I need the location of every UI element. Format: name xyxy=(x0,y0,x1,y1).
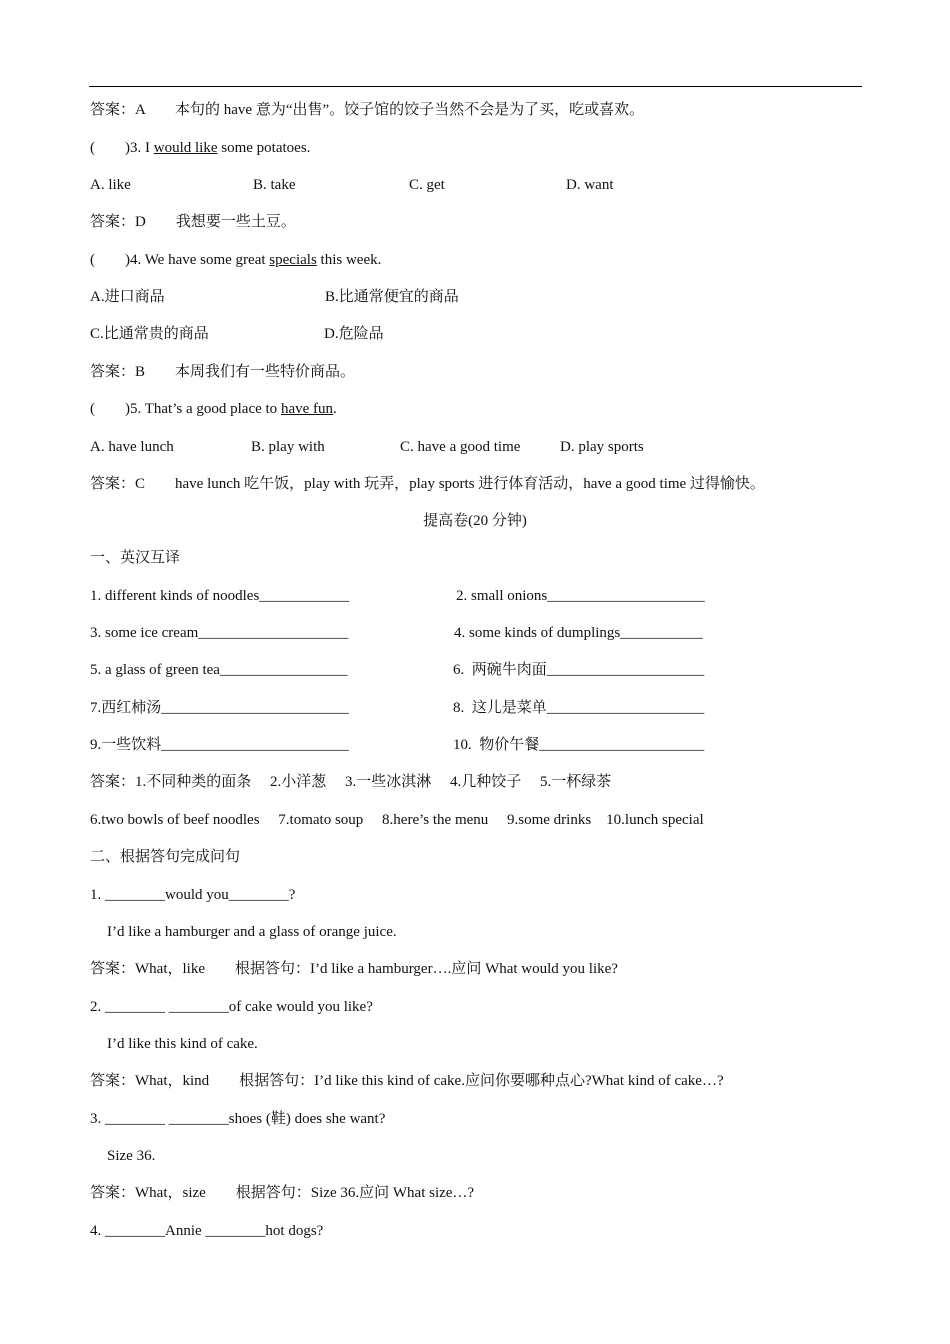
part1-answer-line-1: 答案：1.不同种类的面条 2.小洋葱 3.一些冰淇淋 4.几种饺子 5.一杯绿茶 xyxy=(90,774,612,790)
q3-suffix: some potatoes. xyxy=(217,140,311,156)
q4-option-b: B.比通常便宜的商品 xyxy=(325,289,459,305)
translate-item-8: 8. 这儿是菜单_____________________ xyxy=(453,700,705,716)
p2-answer-3: 答案：What，size 根据答句：Size 36.应问 What size…? xyxy=(90,1185,475,1201)
translate-item-2: 2. small onions_____________________ xyxy=(456,588,705,604)
p2-question-3: 3. ________ ________shoes (鞋) does she want? xyxy=(90,1111,386,1127)
q3-option-a: A. like xyxy=(90,177,131,193)
translate-item-6: 6. 两碗牛肉面_____________________ xyxy=(453,662,705,678)
q5-option-a: A. have lunch xyxy=(90,439,174,455)
q4-prefix: ( )4. We have some great xyxy=(90,252,270,268)
question-4 xyxy=(90,250,381,270)
q3-prefix: ( )3. I xyxy=(90,140,154,156)
p2-question-2: 2. ________ ________of cake would you like? xyxy=(90,999,373,1015)
translate-item-1: 1. different kinds of noodles____________ xyxy=(90,588,350,604)
p2-question-4: 4. ________Annie ________hot dogs? xyxy=(90,1223,324,1239)
part1-title: 一、英汉互译 xyxy=(90,550,181,566)
answer-4: 答案：B 本周我们有一些特价商品。 xyxy=(90,364,356,380)
q5-prefix: ( )5. That’s a good place to xyxy=(90,401,281,417)
q4-option-a: A.进口商品 xyxy=(90,289,165,305)
q3-underlined: would like xyxy=(153,140,218,156)
q3-option-c: C. get xyxy=(409,177,445,193)
p2-response-1: I’d like a hamburger and a glass of orange juice. xyxy=(107,924,397,940)
answer-line: 答案：A 本句的 have 意为“出售”。饺子馆的饺子当然不会是为了买，吃或喜欢。 xyxy=(90,102,645,118)
translate-item-7: 7.西红柿汤_________________________ xyxy=(90,700,349,716)
p2-answer-2: 答案：What，kind 根据答句：I’d like this kind of cake.应问你要哪种点心?What kind of cake…? xyxy=(90,1073,724,1089)
part1-answer-line-2: 6.two bowls of beef noodles 7.tomato soup 8.here’s the menu 9.some drinks 10.lunch special xyxy=(90,812,704,828)
q3-option-d: D. want xyxy=(566,177,614,193)
part2-title: 二、根据答句完成问句 xyxy=(90,849,241,865)
q4-option-d: D.危险品 xyxy=(324,326,384,342)
q3-option-b: B. take xyxy=(253,177,296,193)
q5-option-c: C. have a good time xyxy=(400,439,521,455)
q4-suffix: this week. xyxy=(316,252,382,268)
p2-response-2: I’d like this kind of cake. xyxy=(107,1036,258,1052)
answer-5: 答案：C have lunch 吃午饭，play with 玩弄，play sports 进行体育活动，have a good time 过得愉快。 xyxy=(90,476,765,492)
answer-3: 答案：D 我想要一些土豆。 xyxy=(90,214,296,230)
p2-question-1: 1. ________would you________? xyxy=(90,887,296,903)
q5-option-b: B. play with xyxy=(251,439,325,455)
translate-item-5: 5. a glass of green tea_________________ xyxy=(90,662,348,678)
question-5 xyxy=(90,399,337,419)
question-3 xyxy=(90,138,310,158)
header-rule xyxy=(89,86,862,87)
q5-underlined: have fun xyxy=(280,401,333,417)
p2-answer-1: 答案：What，like 根据答句：I’d like a hamburger….应问 What would you like? xyxy=(90,961,618,977)
translate-item-9: 9.一些饮料_________________________ xyxy=(90,737,349,753)
q5-suffix: . xyxy=(333,401,337,417)
q5-option-d: D. play sports xyxy=(560,439,644,455)
q4-option-c: C.比通常贵的商品 xyxy=(90,326,209,342)
translate-item-3: 3. some ice cream____________________ xyxy=(90,625,349,641)
translate-item-4: 4. some kinds of dumplings___________ xyxy=(454,625,703,641)
translate-item-10: 10. 物价午餐______________________ xyxy=(453,737,705,753)
q4-underlined: specials xyxy=(269,252,317,268)
section-title: 提高卷(20 分钟) xyxy=(423,513,527,529)
p2-response-3: Size 36. xyxy=(107,1148,156,1164)
